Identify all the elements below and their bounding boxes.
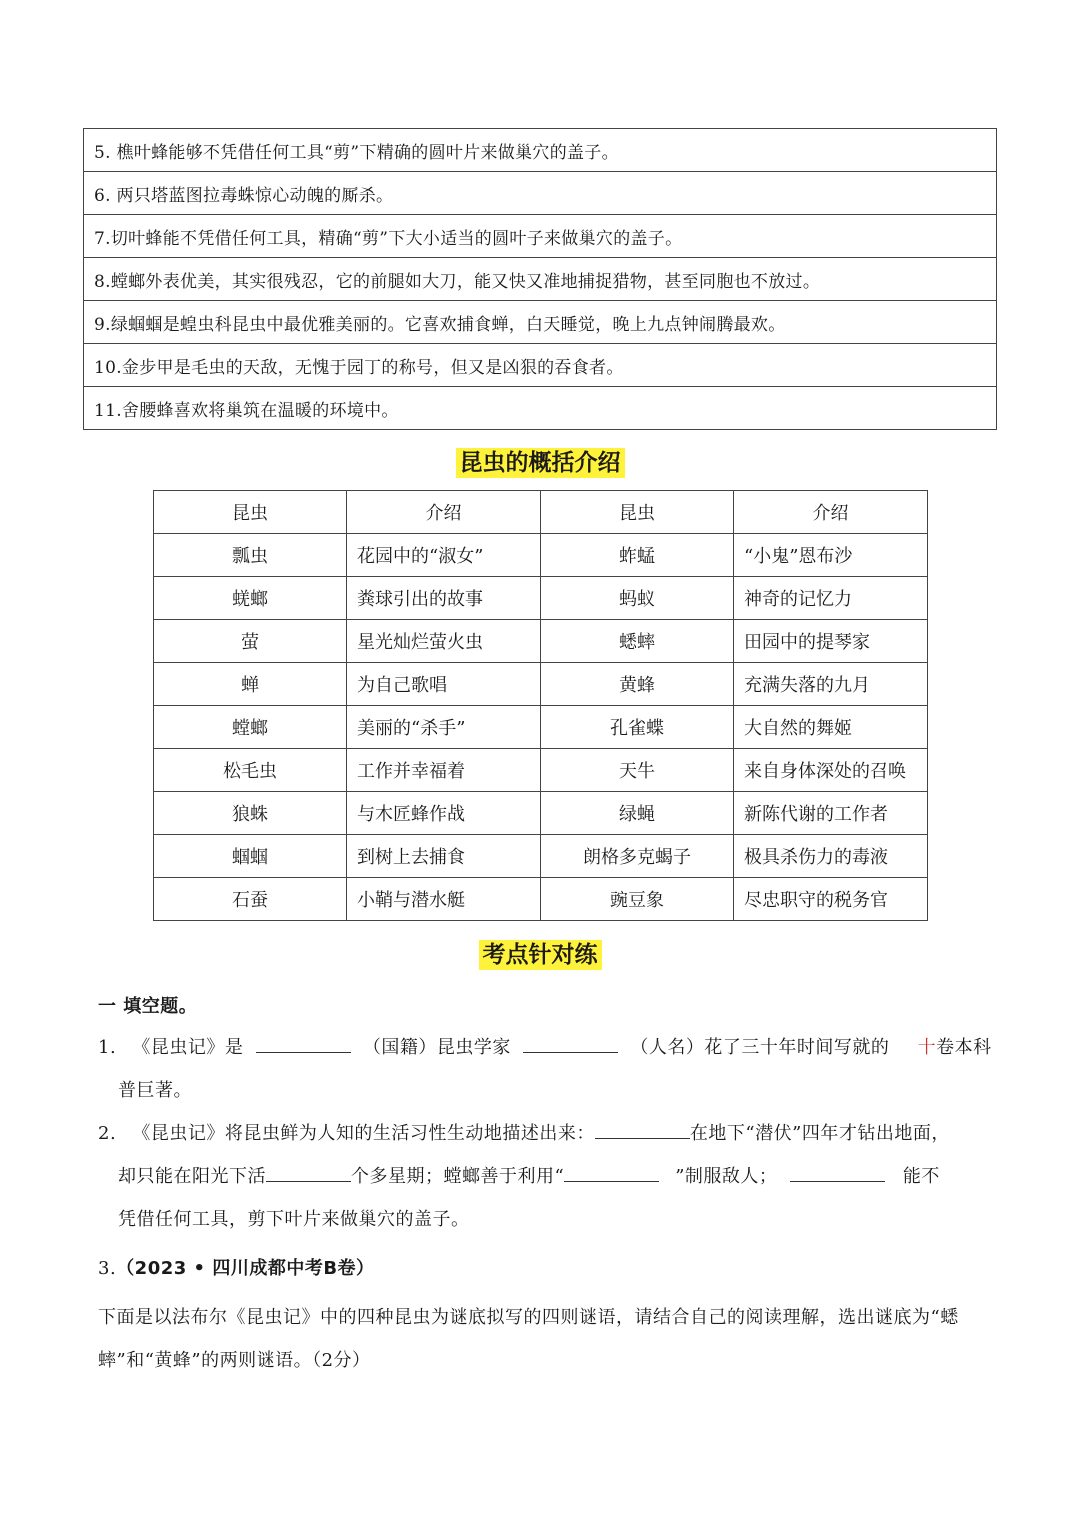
insect-intro-cell: 新陈代谢的工作者 — [734, 792, 928, 835]
insect-name-cell: 瓢虫 — [154, 534, 347, 577]
header-insect: 昆虫 — [541, 491, 734, 534]
insect-intro-cell: 极具杀伤力的毒液 — [734, 835, 928, 878]
insect-intro-cell: 充满失落的九月 — [734, 663, 928, 706]
question-3-source: 3.（2023 • 四川成都中考B卷） — [98, 1258, 375, 1279]
table-row — [154, 835, 928, 878]
header-insect: 昆虫 — [154, 491, 347, 534]
insect-name-cell: 孔雀蝶 — [541, 706, 734, 749]
insect-name-cell: 石蚕 — [154, 878, 347, 921]
statement-text: 6. 两只塔蓝图拉毒蛛惊心动魄的厮杀。 — [84, 172, 997, 215]
insect-name-cell: 豌豆象 — [541, 878, 734, 921]
statement-text: 10.金步甲是毛虫的天敌，无愧于园丁的称号，但又是凶狠的吞食者。 — [84, 344, 997, 387]
statement-row — [84, 129, 997, 172]
question-3-line-1: 下面是以法布尔《昆虫记》中的四种昆虫为谜底拟写的四则谜语，请结合自己的阅读理解，选出谜底为“蟋 — [98, 1307, 959, 1328]
insect-intro-cell: 尽忠职守的税务官 — [734, 878, 928, 921]
question-3-line-2: 蟀”和“黄蜂”的两则谜语。（2分） — [98, 1350, 371, 1371]
header-intro: 介绍 — [347, 491, 541, 534]
insect-intro-cell: 工作并幸福着 — [347, 749, 541, 792]
statement-text: 5. 樵叶蜂能够不凭借任何工具“剪”下精确的圆叶片来做巢穴的盖子。 — [84, 129, 997, 172]
table-row — [154, 534, 928, 577]
statement-text: 7.切叶蜂能不凭借任何工具，精确“剪”下大小适当的圆叶子来做巢穴的盖子。 — [84, 215, 997, 258]
statements-table — [83, 128, 997, 430]
question-1-line-1: 1. 《昆虫记》是 （国籍）昆虫学家 （人名）花了三十年时间写就的 十卷本科 — [98, 1033, 992, 1059]
bee-blank[interactable] — [790, 1163, 885, 1182]
insect-name-cell: 朗格多克蝎子 — [541, 835, 734, 878]
insect-name-cell: 蚂蚁 — [541, 577, 734, 620]
header-intro: 介绍 — [734, 491, 928, 534]
statement-row — [84, 344, 997, 387]
insect-name-cell: 蝈蝈 — [154, 835, 347, 878]
statement-row — [84, 215, 997, 258]
insect-name-cell: 蟋蟀 — [541, 620, 734, 663]
insect-intro-cell: 小鞘与潜水艇 — [347, 878, 541, 921]
insect-intro-cell: 来自身体深处的召唤 — [734, 749, 928, 792]
table-row — [154, 749, 928, 792]
insect-intro-cell: 到树上去捕食 — [347, 835, 541, 878]
insect-name-cell: 天牛 — [541, 749, 734, 792]
insect-summary-table — [153, 490, 928, 921]
insect-intro-cell: 粪球引出的故事 — [347, 577, 541, 620]
nationality-blank[interactable] — [256, 1034, 351, 1053]
table-header-row — [154, 491, 928, 534]
insect-summary-title: 昆虫的概括介绍 — [0, 444, 1080, 477]
mantis-tool-blank[interactable] — [564, 1163, 659, 1182]
author-name-blank[interactable] — [523, 1034, 618, 1053]
table-row — [154, 792, 928, 835]
statement-row — [84, 387, 997, 430]
insect-intro-cell: 美丽的“杀手” — [347, 706, 541, 749]
insect-name-cell: 萤 — [154, 620, 347, 663]
insect-intro-cell: 与木匠蜂作战 — [347, 792, 541, 835]
question-2-line-2: 却只能在阳光下活 个多星期；螳螂善于利用“ ”制服敌人； 能不 — [118, 1162, 940, 1188]
insect-name-cell: 松毛虫 — [154, 749, 347, 792]
statement-text: 8.螳螂外表优美，其实很残忍，它的前腿如大刀，能又快又准地捕捉猎物，甚至同胞也不放过。 — [84, 258, 997, 301]
insect-intro-cell: 神奇的记忆力 — [734, 577, 928, 620]
weeks-blank[interactable] — [266, 1163, 351, 1182]
statement-row — [84, 258, 997, 301]
insect-intro-cell: 花园中的“淑女” — [347, 534, 541, 577]
insect-intro-cell: “小鬼”恩布沙 — [734, 534, 928, 577]
insect-intro-cell: 田园中的提琴家 — [734, 620, 928, 663]
statement-row — [84, 301, 997, 344]
insect-name-cell: 狼蛛 — [154, 792, 347, 835]
insect-name-cell: 蝉 — [154, 663, 347, 706]
statement-text: 9.绿蝈蝈是蝗虫科昆虫中最优雅美丽的。它喜欢捕食蝉，白天睡觉，晚上九点钟闹腾最欢。 — [84, 301, 997, 344]
statement-row — [84, 172, 997, 215]
insect-intro-cell: 为自己歌唱 — [347, 663, 541, 706]
table-row — [154, 706, 928, 749]
insect-name-cell: 蚱蜢 — [541, 534, 734, 577]
red-annotation: 十 — [917, 1037, 937, 1058]
question-1-line-2: 普巨著。 — [118, 1080, 192, 1101]
table-row — [154, 577, 928, 620]
insect-name-cell: 蜣螂 — [154, 577, 347, 620]
fill-in-heading: 一 填空题。 — [98, 996, 198, 1017]
table-row — [154, 663, 928, 706]
insect-intro-cell: 星光灿烂萤火虫 — [347, 620, 541, 663]
insect-intro-cell: 大自然的舞姬 — [734, 706, 928, 749]
insect-name-cell: 绿蝇 — [541, 792, 734, 835]
question-2-line-1: 2. 《昆虫记》将昆虫鲜为人知的生活习性生动地描述出来： 在地下“潜伏”四年才钻出地面， — [98, 1119, 950, 1145]
practice-title: 考点针对练 — [0, 936, 1080, 969]
statement-text: 11.舍腰蜂喜欢将巢筑在温暖的环境中。 — [84, 387, 997, 430]
table-row — [154, 878, 928, 921]
insect-name-cell: 黄蜂 — [541, 663, 734, 706]
table-row — [154, 620, 928, 663]
question-2-line-3: 凭借任何工具，剪下叶片来做巢穴的盖子。 — [118, 1209, 470, 1230]
cicada-blank[interactable] — [595, 1120, 690, 1139]
insect-name-cell: 螳螂 — [154, 706, 347, 749]
